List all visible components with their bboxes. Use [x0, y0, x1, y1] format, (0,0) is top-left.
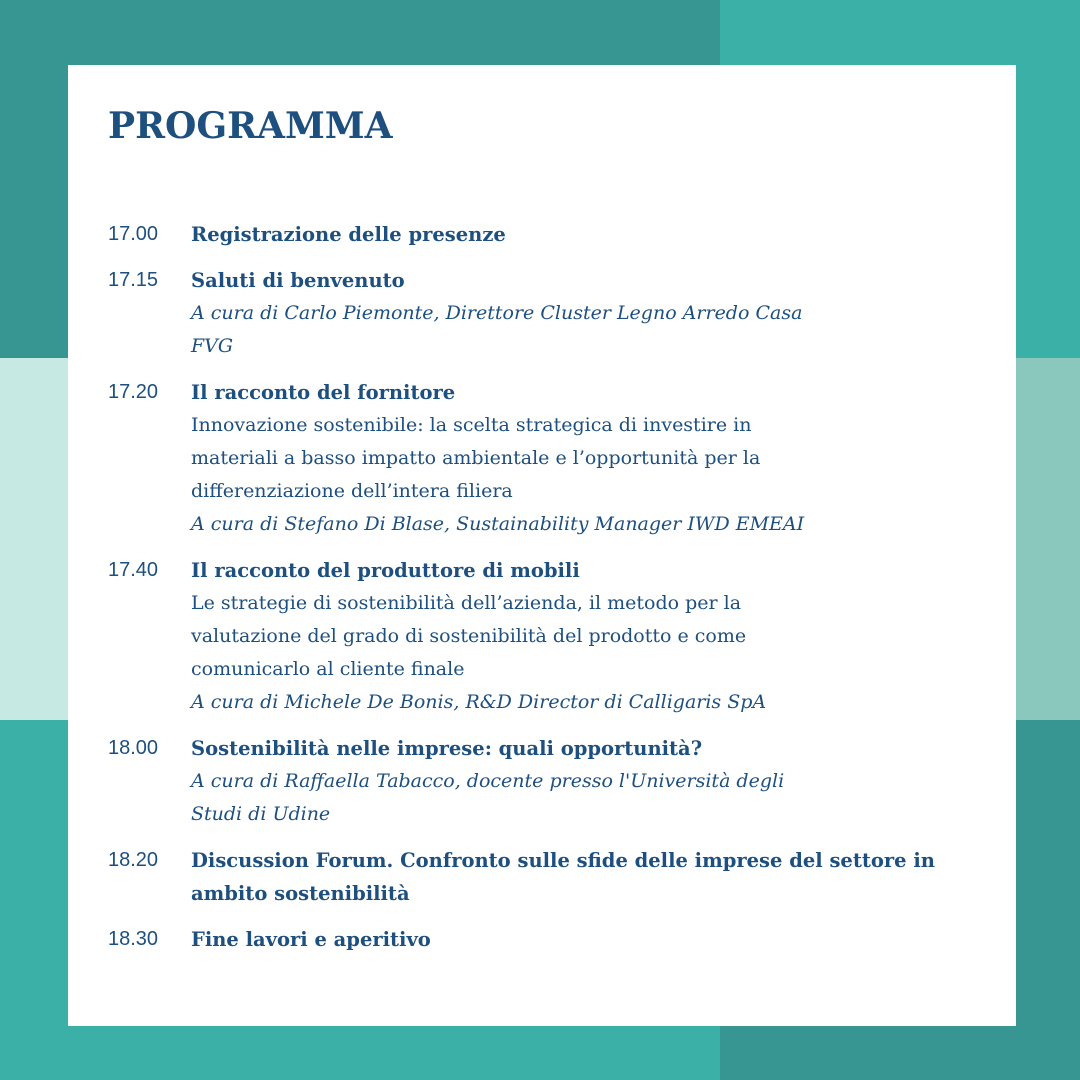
schedule-content	[191, 844, 988, 910]
schedule-title: Registrazione delle presenze	[191, 223, 506, 246]
page-title: PROGRAMMA	[108, 105, 393, 147]
schedule-title: Sostenibilità nelle imprese: quali opportunità?	[191, 737, 703, 760]
schedule-content	[191, 732, 988, 831]
schedule-title: Il racconto del produttore di mobili	[191, 559, 580, 582]
schedule-content	[191, 218, 988, 251]
schedule-content	[191, 923, 988, 956]
schedule-item	[108, 218, 988, 251]
schedule-item	[108, 923, 988, 956]
schedule-time: 18.30	[108, 928, 159, 950]
schedule-item	[108, 376, 988, 541]
schedule-time: 17.20	[108, 381, 159, 403]
schedule-speaker: A cura di Stefano Di Blase, Sustainability Manager IWD EMEAI	[191, 513, 805, 535]
schedule-content	[191, 376, 988, 541]
schedule-item	[108, 264, 988, 363]
schedule-time: 17.00	[108, 223, 159, 245]
schedule-item	[108, 554, 988, 719]
schedule-description: Innovazione sostenibile: la scelta strategica di investire in materiali a basso impatto ambientale e l’opportunità per la differenziazione dell’intera filiera	[191, 414, 761, 502]
schedule-title: Fine lavori e aperitivo	[191, 928, 431, 951]
schedule-speaker: A cura di Michele De Bonis, R&D Director di Calligaris SpA	[191, 691, 767, 713]
schedule-time: 18.00	[108, 737, 159, 759]
schedule-item	[108, 732, 988, 831]
schedule-time: 17.15	[108, 269, 159, 291]
schedule-title: Discussion Forum. Confronto sulle sfide delle imprese del settore in ambito sostenibilità	[191, 849, 935, 905]
schedule-item	[108, 844, 988, 910]
schedule-title: Saluti di benvenuto	[191, 269, 405, 292]
schedule-content	[191, 554, 988, 719]
schedule-speaker: A cura di Carlo Piemonte, Direttore Cluster Legno Arredo Casa FVG	[191, 302, 803, 357]
program-card	[68, 65, 1016, 1026]
schedule-speaker: A cura di Raffaella Tabacco, docente presso l'Università degli Studi di Udine	[191, 770, 785, 825]
schedule-time: 17.40	[108, 559, 159, 581]
schedule-list	[108, 218, 988, 969]
schedule-title: Il racconto del fornitore	[191, 381, 456, 404]
schedule-description: Le strategie di sostenibilità dell’azienda, il metodo per la valutazione del grado di sostenibilità del prodotto e come comunicarlo al cliente finale	[191, 592, 747, 680]
schedule-content	[191, 264, 988, 363]
schedule-time: 18.20	[108, 849, 159, 871]
